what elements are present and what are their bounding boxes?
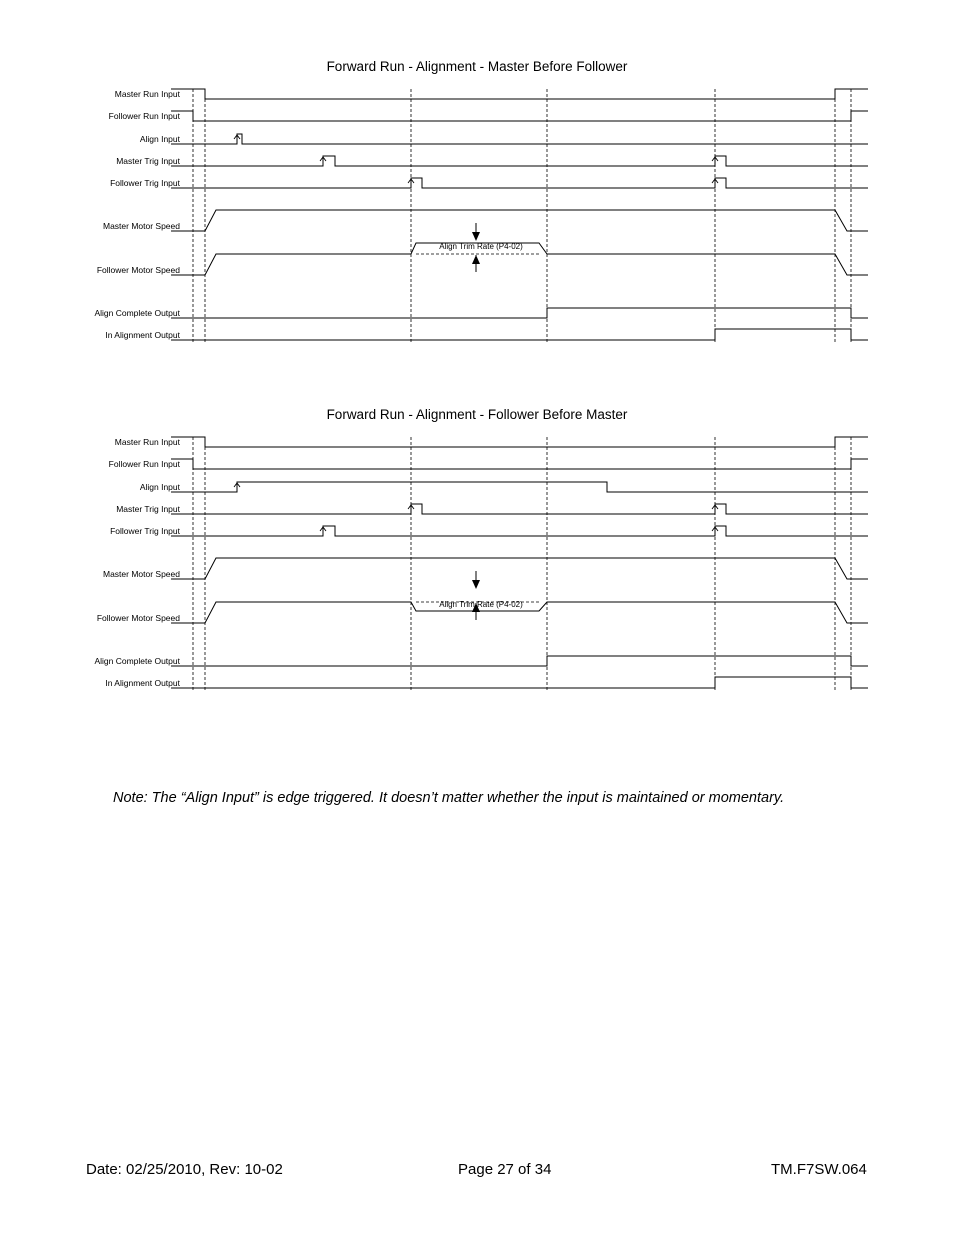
signal-waveform	[171, 134, 868, 144]
signal-waveform	[171, 111, 868, 121]
signal-waveform	[171, 437, 868, 447]
diagram-title-follower-before-master: Forward Run - Alignment - Follower Before Master	[326, 407, 628, 422]
signal-waveform	[171, 558, 868, 579]
signal-waveform	[171, 482, 868, 492]
diagram-title-master-before-follower: Forward Run - Alignment - Master Before Follower	[326, 59, 628, 74]
footer-date: Date: 02/25/2010, Rev: 10-02	[86, 1161, 283, 1178]
signal-label: Follower Run Input	[108, 111, 180, 121]
signal-label: Align Complete Output	[94, 656, 180, 666]
signal-label: Master Run Input	[114, 89, 180, 99]
edge-trigger-note: Note: The “Align Input” is edge triggered. It doesn’t matter whether the input is maintained or momentary.	[113, 790, 785, 806]
signal-label: Align Complete Output	[94, 308, 180, 318]
signal-waveform	[171, 459, 868, 469]
signal-label: In Alignment Output	[105, 330, 180, 340]
arrow-down-icon	[472, 580, 480, 589]
signal-label: Follower Trig Input	[110, 526, 180, 536]
align-trim-rate-label: Align Trim Rate (P4-02)	[439, 242, 523, 251]
signal-label: In Alignment Output	[105, 678, 180, 688]
timing-diagram-follower-before-master	[0, 428, 954, 728]
signal-waveform	[171, 526, 868, 536]
signal-waveform	[171, 156, 868, 166]
arrow-up-icon	[472, 255, 480, 264]
signal-label: Align Input	[139, 134, 180, 144]
signal-waveform	[171, 308, 868, 318]
arrow-down-icon	[472, 232, 480, 241]
signal-label: Master Motor Speed	[102, 569, 180, 579]
signal-waveform	[171, 677, 868, 688]
signal-label: Align Input	[139, 482, 180, 492]
signal-waveform	[171, 504, 868, 514]
signal-label: Master Run Input	[114, 437, 180, 447]
signal-waveform	[171, 210, 868, 231]
footer-page-number: Page 27 of 34	[458, 1161, 552, 1178]
signal-waveform	[171, 656, 868, 666]
align-trim-rate-label: Align Trim Rate (P4-02)	[439, 600, 523, 609]
timing-diagram-master-before-follower	[0, 80, 954, 380]
signal-waveform	[171, 178, 868, 188]
signal-label: Master Motor Speed	[102, 221, 180, 231]
signal-label: Follower Trig Input	[110, 178, 180, 188]
signal-label: Master Trig Input	[116, 504, 180, 514]
signal-label: Follower Motor Speed	[96, 613, 180, 623]
signal-label: Master Trig Input	[116, 156, 180, 166]
signal-label: Follower Motor Speed	[96, 265, 180, 275]
signal-waveform	[171, 89, 868, 99]
signal-label: Follower Run Input	[108, 459, 180, 469]
signal-waveform	[171, 329, 868, 340]
footer-document-id: TM.F7SW.064	[771, 1161, 867, 1178]
